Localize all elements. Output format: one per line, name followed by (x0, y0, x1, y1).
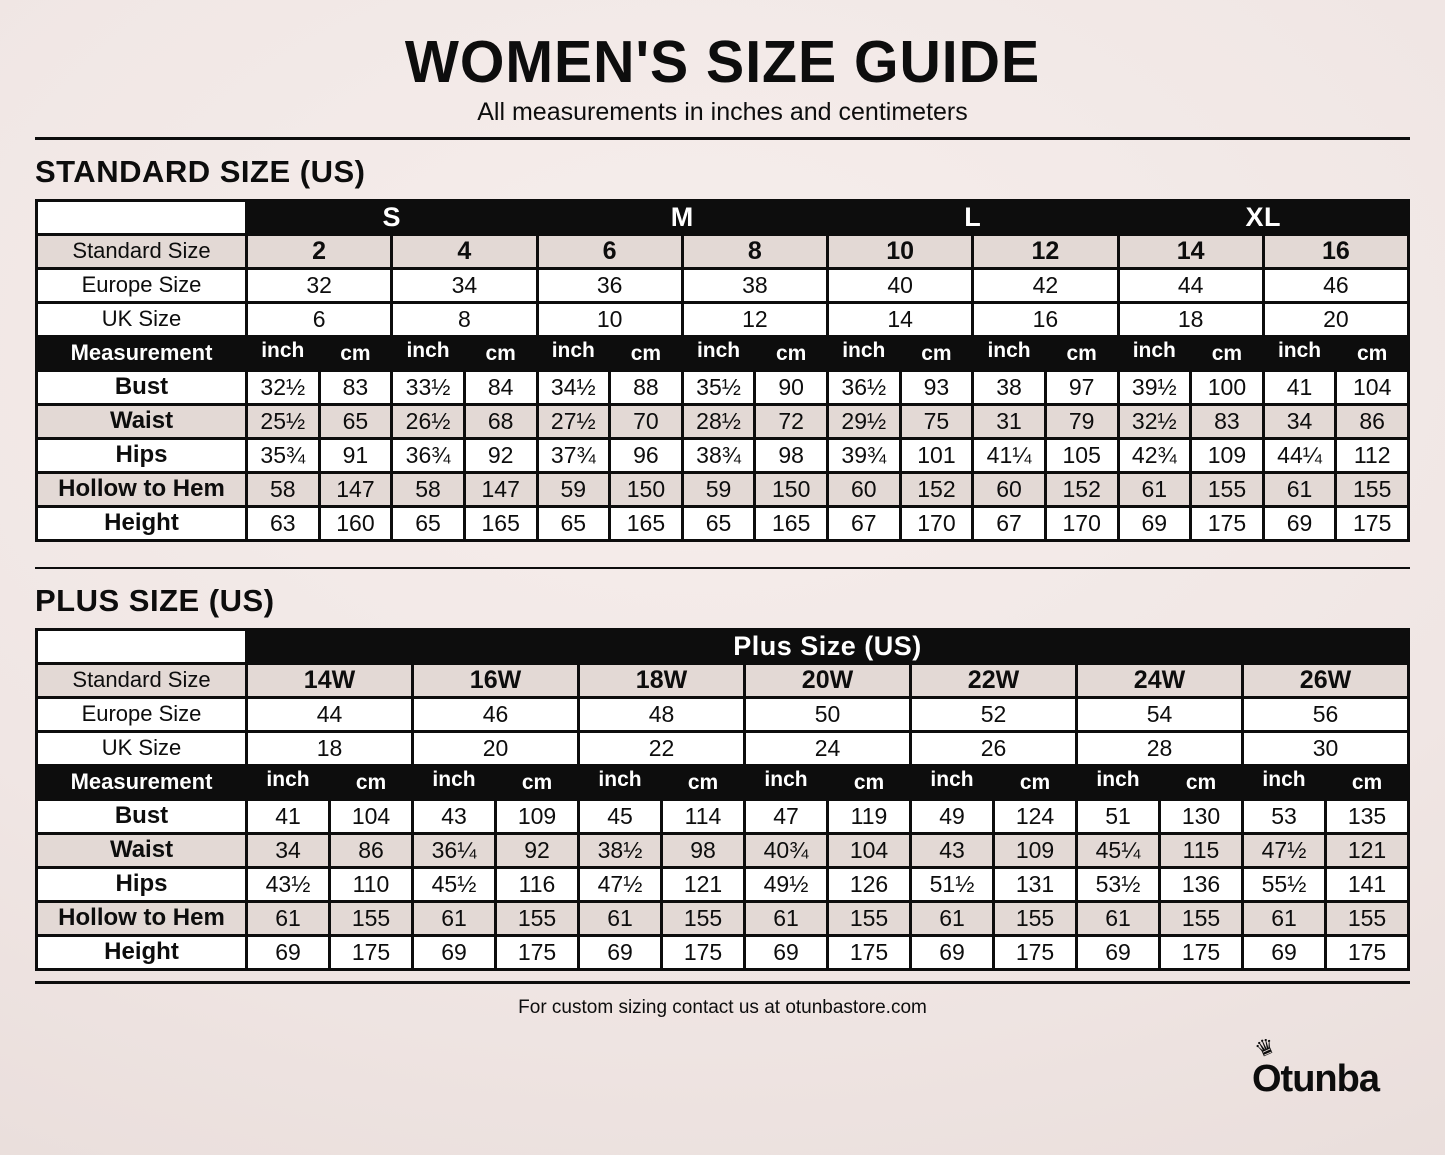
row-label-hollow-to-hem: Hollow to Hem (37, 901, 247, 935)
hollow-to-hem-cm-value: 152 (900, 472, 973, 506)
unit-inch-label: inch (828, 336, 901, 370)
size-value: 6 (537, 234, 682, 268)
hollow-to-hem-inch-value: 60 (828, 472, 901, 506)
unit-cm-label: cm (662, 765, 745, 799)
uk-size-value: 16 (973, 302, 1118, 336)
hips-inch-value: 37¾ (537, 438, 610, 472)
brand-name: Otunba (1252, 1058, 1379, 1100)
row-label-europe-size: Europe Size (37, 268, 247, 302)
height-cm-value: 160 (319, 506, 392, 540)
page-subtitle: All measurements in inches and centimeters (477, 97, 968, 126)
unit-cm-label: cm (1191, 336, 1264, 370)
hips-inch-value: 44¼ (1263, 438, 1336, 472)
waist-cm-value: 104 (828, 833, 911, 867)
height-inch-value: 69 (247, 935, 330, 969)
size-value: 16 (1263, 234, 1408, 268)
waist-inch-value: 34 (247, 833, 330, 867)
size-value: 26W (1243, 663, 1409, 697)
row-label-height: Height (37, 935, 247, 969)
bust-cm-value: 83 (319, 370, 392, 404)
height-inch-value: 67 (828, 506, 901, 540)
hips-inch-value: 39¾ (828, 438, 901, 472)
waist-row (37, 404, 1409, 438)
waist-cm-value: 98 (662, 833, 745, 867)
europe-size-value: 44 (247, 697, 413, 731)
waist-inch-value: 29½ (828, 404, 901, 438)
unit-inch-label: inch (579, 765, 662, 799)
uk-size-value: 12 (682, 302, 827, 336)
waist-cm-value: 68 (464, 404, 537, 438)
waist-inch-value: 34 (1263, 404, 1336, 438)
hollow-to-hem-row (37, 472, 1409, 506)
hips-cm-value: 121 (662, 867, 745, 901)
europe-size-value: 54 (1077, 697, 1243, 731)
row-label-measurement: Measurement (37, 336, 247, 370)
unit-cm-label: cm (464, 336, 537, 370)
bust-inch-value: 47 (745, 799, 828, 833)
hollow-to-hem-cm-value: 155 (1191, 472, 1264, 506)
hollow-to-hem-cm-value: 150 (755, 472, 828, 506)
middle-divider (35, 567, 1410, 569)
waist-inch-value: 31 (973, 404, 1046, 438)
hollow-to-hem-inch-value: 61 (1263, 472, 1336, 506)
measurement-header-row (37, 765, 1409, 799)
height-row (37, 506, 1409, 540)
uk-size-value: 22 (579, 731, 745, 765)
waist-inch-value: 38½ (579, 833, 662, 867)
uk-size-value: 26 (911, 731, 1077, 765)
unit-cm-label: cm (1045, 336, 1118, 370)
footer-contact-note: For custom sizing contact us at otunbastore.com (518, 996, 927, 1018)
bust-inch-value: 39½ (1118, 370, 1191, 404)
europe-size-value: 46 (1263, 268, 1408, 302)
waist-inch-value: 26½ (392, 404, 465, 438)
hips-cm-value: 92 (464, 438, 537, 472)
waist-cm-value: 79 (1045, 404, 1118, 438)
hollow-to-hem-cm-value: 147 (319, 472, 392, 506)
europe-size-value: 42 (973, 268, 1118, 302)
standard-section-heading: STANDARD SIZE (US) (35, 153, 366, 189)
hips-cm-value: 91 (319, 438, 392, 472)
hips-cm-value: 116 (496, 867, 579, 901)
europe-size-value: 52 (911, 697, 1077, 731)
hollow-to-hem-cm-value: 155 (662, 901, 745, 935)
hollow-to-hem-inch-value: 61 (579, 901, 662, 935)
size-group-header-row (37, 200, 1409, 234)
unit-inch-label: inch (392, 336, 465, 370)
height-cm-value: 165 (755, 506, 828, 540)
europe-size-value: 32 (247, 268, 392, 302)
row-label-height: Height (37, 506, 247, 540)
hips-inch-value: 43½ (247, 867, 330, 901)
height-row (37, 935, 1409, 969)
hollow-to-hem-cm-value: 155 (330, 901, 413, 935)
height-inch-value: 69 (579, 935, 662, 969)
hollow-to-hem-inch-value: 59 (537, 472, 610, 506)
standard-size-row (37, 663, 1409, 697)
bust-row (37, 799, 1409, 833)
bust-inch-value: 36½ (828, 370, 901, 404)
row-label-hollow-to-hem: Hollow to Hem (37, 472, 247, 506)
height-inch-value: 69 (1077, 935, 1160, 969)
height-cm-value: 175 (662, 935, 745, 969)
row-label-bust: Bust (37, 799, 247, 833)
bust-cm-value: 104 (1336, 370, 1409, 404)
row-label-europe-size: Europe Size (37, 697, 247, 731)
size-value: 18W (579, 663, 745, 697)
waist-cm-value: 115 (1160, 833, 1243, 867)
height-cm-value: 175 (330, 935, 413, 969)
crown-icon: ♛ (1251, 1033, 1280, 1064)
hips-inch-value: 53½ (1077, 867, 1160, 901)
hollow-to-hem-inch-value: 61 (745, 901, 828, 935)
height-cm-value: 175 (828, 935, 911, 969)
hips-cm-value: 136 (1160, 867, 1243, 901)
hips-cm-value: 110 (330, 867, 413, 901)
europe-size-value: 46 (413, 697, 579, 731)
size-value: 16W (413, 663, 579, 697)
row-label-hips: Hips (37, 867, 247, 901)
hollow-to-hem-cm-value: 155 (496, 901, 579, 935)
hollow-to-hem-inch-value: 58 (392, 472, 465, 506)
hollow-to-hem-cm-value: 155 (1326, 901, 1409, 935)
bust-inch-value: 35½ (682, 370, 755, 404)
hollow-to-hem-inch-value: 60 (973, 472, 1046, 506)
waist-inch-value: 28½ (682, 404, 755, 438)
hollow-to-hem-inch-value: 61 (413, 901, 496, 935)
bust-inch-value: 51 (1077, 799, 1160, 833)
waist-cm-value: 109 (994, 833, 1077, 867)
bust-cm-value: 124 (994, 799, 1077, 833)
top-divider (35, 137, 1410, 140)
bust-cm-value: 100 (1191, 370, 1264, 404)
height-inch-value: 67 (973, 506, 1046, 540)
height-cm-value: 165 (464, 506, 537, 540)
bust-row (37, 370, 1409, 404)
unit-inch-label: inch (1077, 765, 1160, 799)
row-label-hips: Hips (37, 438, 247, 472)
hips-inch-value: 51½ (911, 867, 994, 901)
uk-size-value: 28 (1077, 731, 1243, 765)
unit-cm-label: cm (1326, 765, 1409, 799)
uk-size-value: 8 (392, 302, 537, 336)
size-group-m: M (537, 200, 828, 234)
page-title: WOMEN'S SIZE GUIDE (404, 29, 1041, 95)
hips-inch-value: 38¾ (682, 438, 755, 472)
waist-cm-value: 75 (900, 404, 973, 438)
row-label-standard-size: Standard Size (37, 234, 247, 268)
bust-inch-value: 41 (247, 799, 330, 833)
bust-inch-value: 53 (1243, 799, 1326, 833)
height-cm-value: 175 (1326, 935, 1409, 969)
hips-inch-value: 41¼ (973, 438, 1046, 472)
size-value: 12 (973, 234, 1118, 268)
plus-section-heading: PLUS SIZE (US) (35, 582, 275, 618)
hips-inch-value: 36¾ (392, 438, 465, 472)
unit-inch-label: inch (537, 336, 610, 370)
height-cm-value: 175 (1336, 506, 1409, 540)
size-group-plus-size-us: Plus Size (US) (247, 629, 1409, 663)
europe-size-value: 34 (392, 268, 537, 302)
waist-inch-value: 40¾ (745, 833, 828, 867)
bust-cm-value: 114 (662, 799, 745, 833)
unit-cm-label: cm (330, 765, 413, 799)
page-header (0, 0, 1445, 127)
europe-size-value: 48 (579, 697, 745, 731)
bust-inch-value: 45 (579, 799, 662, 833)
height-inch-value: 69 (1118, 506, 1191, 540)
height-inch-value: 69 (911, 935, 994, 969)
waist-inch-value: 32½ (1118, 404, 1191, 438)
waist-cm-value: 70 (610, 404, 683, 438)
size-value: 24W (1077, 663, 1243, 697)
hollow-to-hem-cm-value: 147 (464, 472, 537, 506)
hips-cm-value: 105 (1045, 438, 1118, 472)
row-label-uk-size: UK Size (37, 302, 247, 336)
uk-size-value: 6 (247, 302, 392, 336)
hollow-to-hem-inch-value: 61 (1118, 472, 1191, 506)
unit-cm-label: cm (900, 336, 973, 370)
hips-inch-value: 42¾ (1118, 438, 1191, 472)
height-inch-value: 65 (682, 506, 755, 540)
waist-cm-value: 86 (330, 833, 413, 867)
waist-cm-value: 72 (755, 404, 828, 438)
unit-inch-label: inch (911, 765, 994, 799)
uk-size-value: 18 (1118, 302, 1263, 336)
row-label-bust: Bust (37, 370, 247, 404)
hollow-to-hem-inch-value: 61 (1077, 901, 1160, 935)
uk-size-value: 24 (745, 731, 911, 765)
hips-inch-value: 35¾ (247, 438, 320, 472)
waist-cm-value: 92 (496, 833, 579, 867)
hips-inch-value: 49½ (745, 867, 828, 901)
hips-row (37, 867, 1409, 901)
bust-cm-value: 135 (1326, 799, 1409, 833)
hollow-to-hem-row (37, 901, 1409, 935)
hollow-to-hem-inch-value: 61 (247, 901, 330, 935)
uk-size-row (37, 731, 1409, 765)
size-value: 8 (682, 234, 827, 268)
bust-cm-value: 93 (900, 370, 973, 404)
height-inch-value: 65 (537, 506, 610, 540)
hollow-to-hem-cm-value: 155 (1336, 472, 1409, 506)
standard-size-table (35, 199, 1410, 542)
hips-row (37, 438, 1409, 472)
hips-inch-value: 47½ (579, 867, 662, 901)
europe-size-value: 38 (682, 268, 827, 302)
europe-size-value: 56 (1243, 697, 1409, 731)
height-inch-value: 63 (247, 506, 320, 540)
unit-cm-label: cm (755, 336, 828, 370)
europe-size-value: 44 (1118, 268, 1263, 302)
hips-inch-value: 55½ (1243, 867, 1326, 901)
hollow-to-hem-inch-value: 61 (1243, 901, 1326, 935)
europe-size-value: 40 (828, 268, 973, 302)
size-value: 4 (392, 234, 537, 268)
height-inch-value: 69 (413, 935, 496, 969)
standard-size-row (37, 234, 1409, 268)
height-cm-value: 175 (994, 935, 1077, 969)
uk-size-value: 14 (828, 302, 973, 336)
uk-size-value: 20 (413, 731, 579, 765)
bust-inch-value: 33½ (392, 370, 465, 404)
hips-cm-value: 131 (994, 867, 1077, 901)
hips-cm-value: 126 (828, 867, 911, 901)
hips-cm-value: 96 (610, 438, 683, 472)
waist-cm-value: 121 (1326, 833, 1409, 867)
size-group-header-row (37, 629, 1409, 663)
size-group-s: S (247, 200, 538, 234)
height-cm-value: 175 (1191, 506, 1264, 540)
europe-size-value: 50 (745, 697, 911, 731)
europe-size-value: 36 (537, 268, 682, 302)
row-label-waist: Waist (37, 833, 247, 867)
unit-cm-label: cm (1160, 765, 1243, 799)
measurement-header-row (37, 336, 1409, 370)
bust-cm-value: 109 (496, 799, 579, 833)
height-cm-value: 170 (1045, 506, 1118, 540)
unit-cm-label: cm (610, 336, 683, 370)
height-inch-value: 69 (1263, 506, 1336, 540)
bust-cm-value: 119 (828, 799, 911, 833)
unit-inch-label: inch (1118, 336, 1191, 370)
unit-inch-label: inch (413, 765, 496, 799)
bust-inch-value: 34½ (537, 370, 610, 404)
size-value: 14 (1118, 234, 1263, 268)
unit-cm-label: cm (994, 765, 1077, 799)
size-group-l: L (828, 200, 1119, 234)
bust-inch-value: 41 (1263, 370, 1336, 404)
unit-cm-label: cm (496, 765, 579, 799)
waist-cm-value: 83 (1191, 404, 1264, 438)
height-inch-value: 69 (1243, 935, 1326, 969)
hollow-to-hem-inch-value: 58 (247, 472, 320, 506)
height-inch-value: 65 (392, 506, 465, 540)
bust-inch-value: 43 (413, 799, 496, 833)
unit-inch-label: inch (247, 336, 320, 370)
bust-cm-value: 84 (464, 370, 537, 404)
height-cm-value: 165 (610, 506, 683, 540)
hollow-to-hem-cm-value: 150 (610, 472, 683, 506)
height-cm-value: 175 (496, 935, 579, 969)
bust-cm-value: 104 (330, 799, 413, 833)
bust-inch-value: 38 (973, 370, 1046, 404)
bust-cm-value: 97 (1045, 370, 1118, 404)
size-value: 22W (911, 663, 1077, 697)
size-value: 10 (828, 234, 973, 268)
size-value: 20W (745, 663, 911, 697)
unit-inch-label: inch (247, 765, 330, 799)
uk-size-value: 18 (247, 731, 413, 765)
unit-inch-label: inch (973, 336, 1046, 370)
hollow-to-hem-cm-value: 155 (994, 901, 1077, 935)
unit-inch-label: inch (1243, 765, 1326, 799)
unit-cm-label: cm (1336, 336, 1409, 370)
hollow-to-hem-cm-value: 152 (1045, 472, 1118, 506)
waist-inch-value: 47½ (1243, 833, 1326, 867)
unit-inch-label: inch (1263, 336, 1336, 370)
hollow-to-hem-cm-value: 155 (828, 901, 911, 935)
bust-inch-value: 32½ (247, 370, 320, 404)
waist-cm-value: 65 (319, 404, 392, 438)
hips-cm-value: 141 (1326, 867, 1409, 901)
unit-inch-label: inch (682, 336, 755, 370)
unit-cm-label: cm (828, 765, 911, 799)
waist-inch-value: 36¼ (413, 833, 496, 867)
waist-inch-value: 27½ (537, 404, 610, 438)
row-label-measurement: Measurement (37, 765, 247, 799)
hips-cm-value: 101 (900, 438, 973, 472)
row-label-standard-size: Standard Size (37, 663, 247, 697)
corner-cell (37, 200, 247, 234)
height-inch-value: 69 (745, 935, 828, 969)
height-cm-value: 170 (900, 506, 973, 540)
waist-row (37, 833, 1409, 867)
waist-inch-value: 25½ (247, 404, 320, 438)
uk-size-row (37, 302, 1409, 336)
size-value: 2 (247, 234, 392, 268)
hips-cm-value: 112 (1336, 438, 1409, 472)
hollow-to-hem-inch-value: 59 (682, 472, 755, 506)
height-cm-value: 175 (1160, 935, 1243, 969)
size-group-xl: XL (1118, 200, 1409, 234)
uk-size-value: 20 (1263, 302, 1408, 336)
europe-size-row (37, 697, 1409, 731)
row-label-uk-size: UK Size (37, 731, 247, 765)
unit-inch-label: inch (745, 765, 828, 799)
waist-inch-value: 45¼ (1077, 833, 1160, 867)
brand-logo (1251, 1033, 1412, 1110)
footer-divider (35, 981, 1410, 984)
europe-size-row (37, 268, 1409, 302)
hollow-to-hem-cm-value: 155 (1160, 901, 1243, 935)
row-label-waist: Waist (37, 404, 247, 438)
bust-cm-value: 90 (755, 370, 828, 404)
waist-inch-value: 43 (911, 833, 994, 867)
uk-size-value: 30 (1243, 731, 1409, 765)
bust-cm-value: 88 (610, 370, 683, 404)
bust-inch-value: 49 (911, 799, 994, 833)
plus-size-table (35, 628, 1410, 971)
hips-cm-value: 109 (1191, 438, 1264, 472)
size-value: 14W (247, 663, 413, 697)
waist-cm-value: 86 (1336, 404, 1409, 438)
hips-cm-value: 98 (755, 438, 828, 472)
uk-size-value: 10 (537, 302, 682, 336)
unit-cm-label: cm (319, 336, 392, 370)
corner-cell (37, 629, 247, 663)
bust-cm-value: 130 (1160, 799, 1243, 833)
hips-inch-value: 45½ (413, 867, 496, 901)
hollow-to-hem-inch-value: 61 (911, 901, 994, 935)
